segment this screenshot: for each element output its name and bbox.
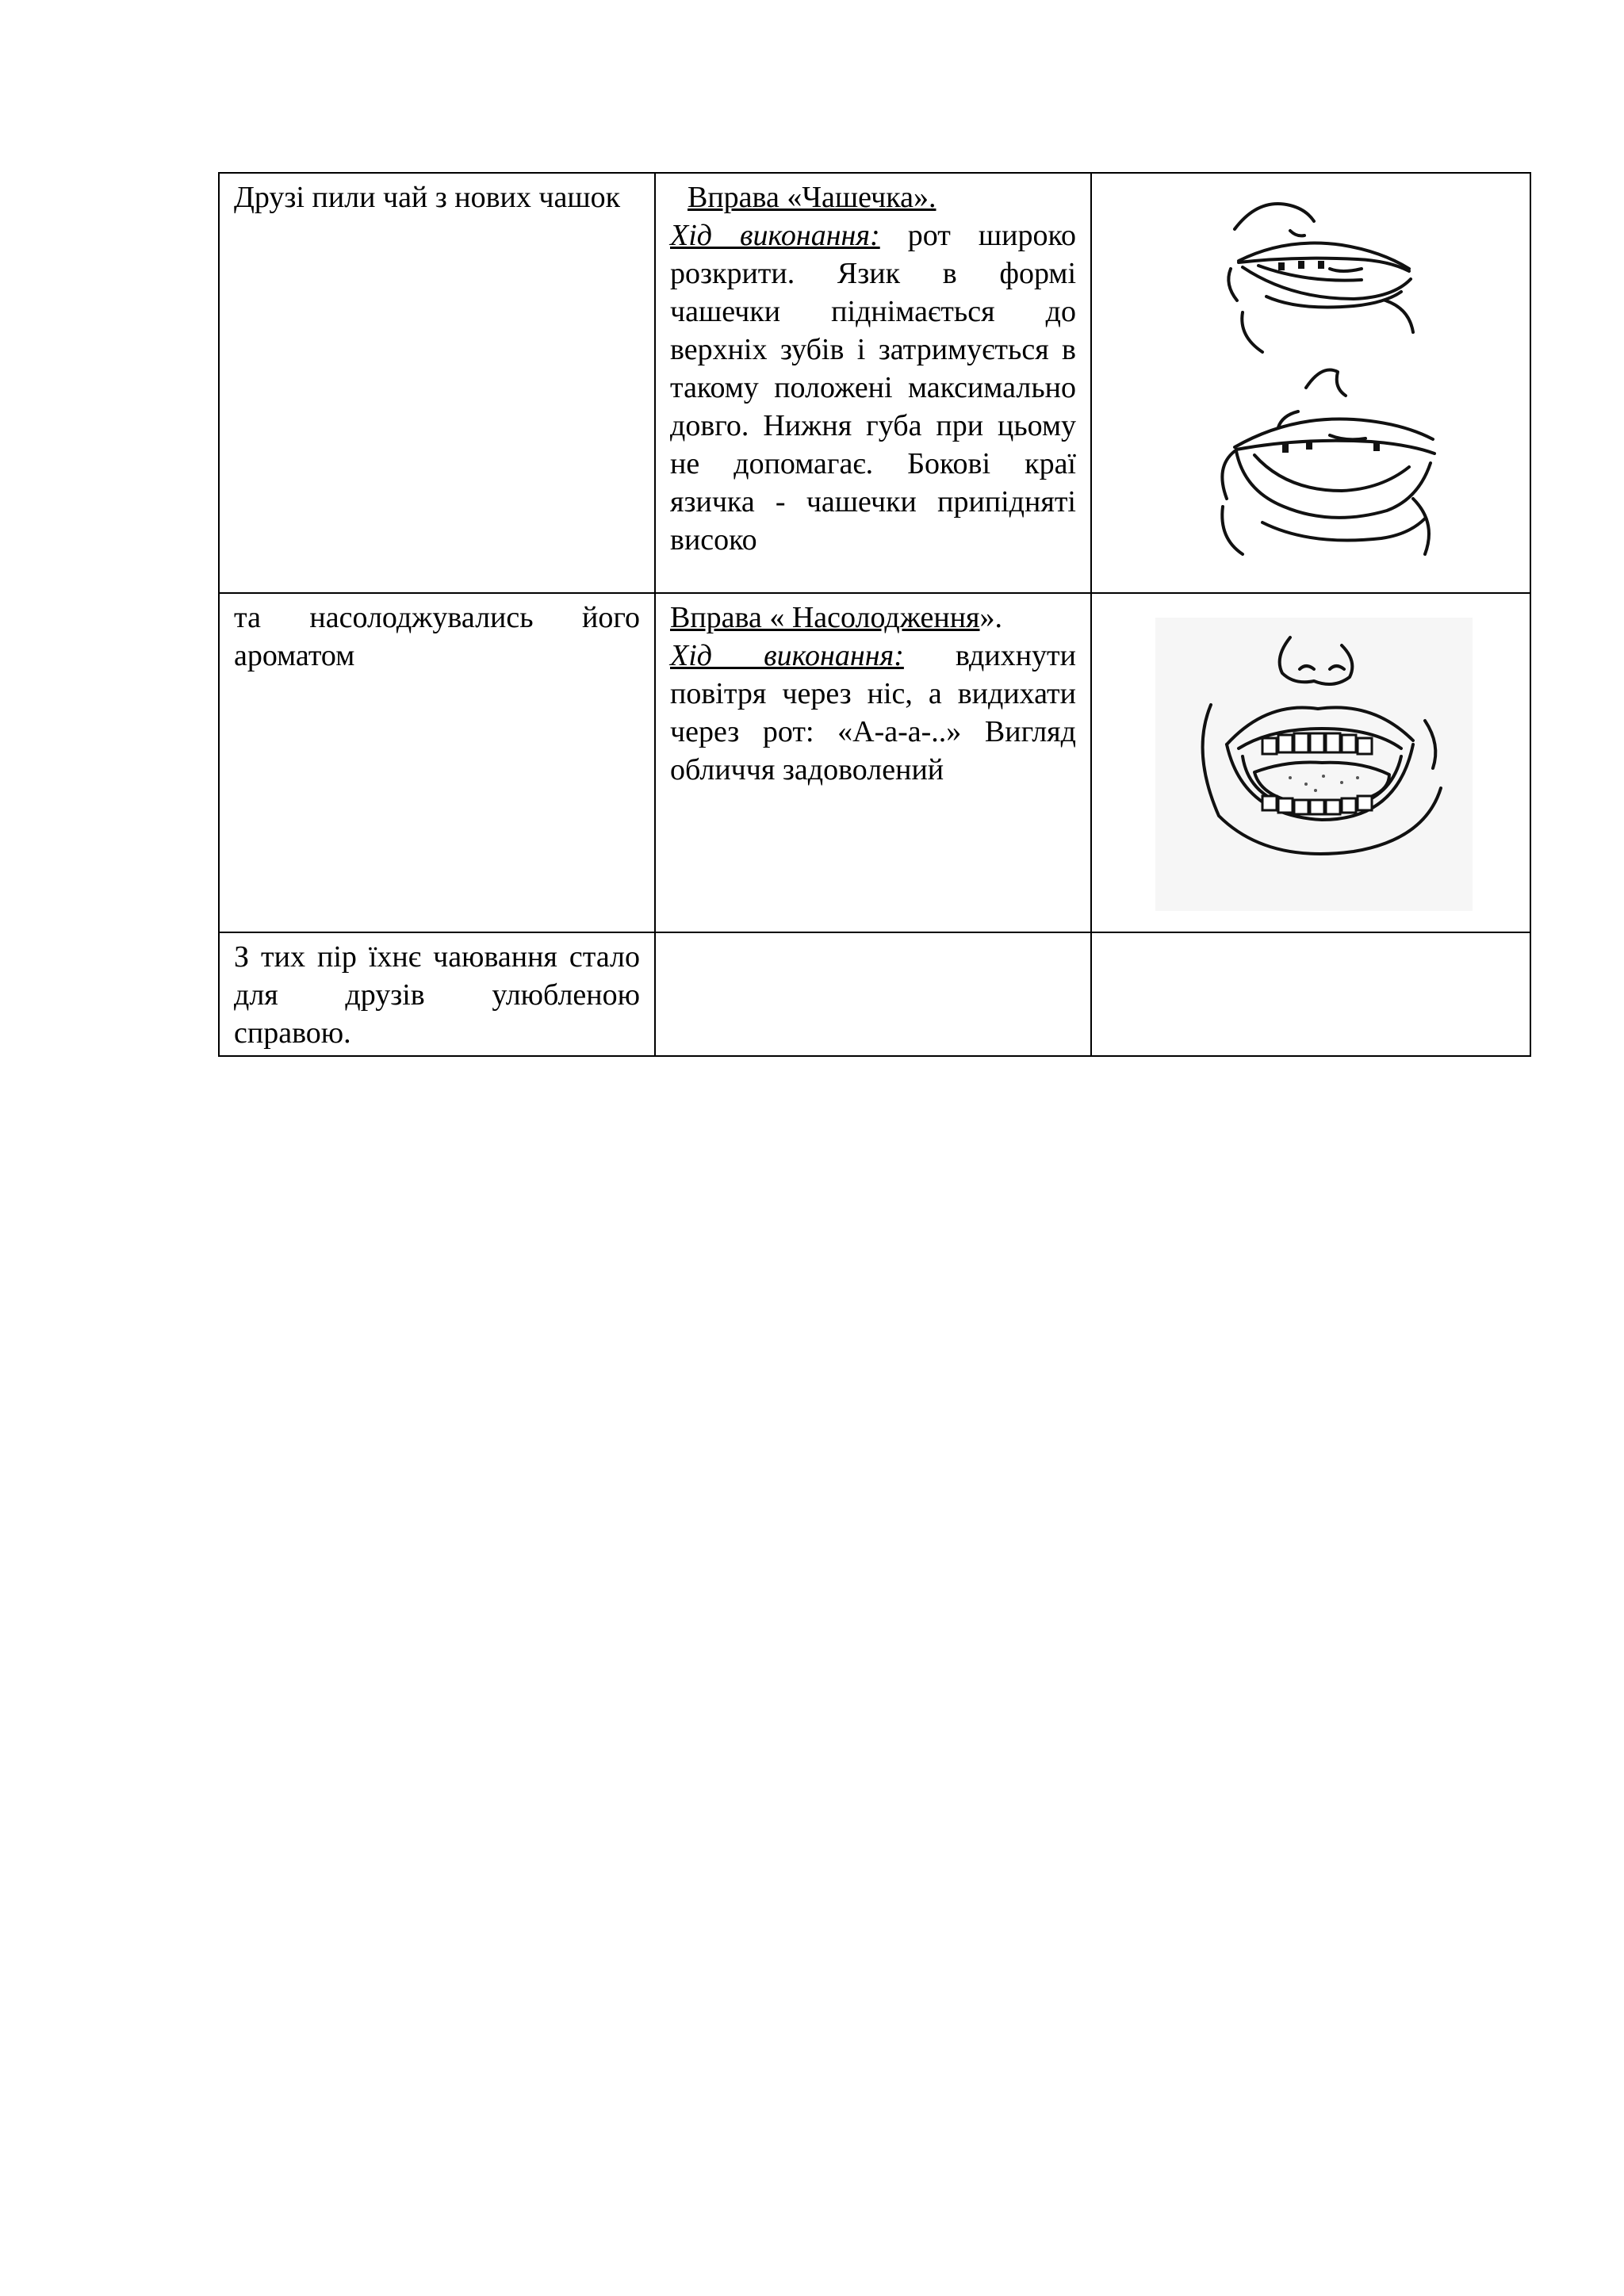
exercise-cell bbox=[655, 593, 1091, 932]
exercise-table bbox=[218, 172, 1531, 1057]
table-row bbox=[219, 932, 1530, 1056]
method-label: Хід виконання: bbox=[670, 639, 904, 672]
exercise-title: Вправа « Насолодження bbox=[670, 601, 980, 634]
story-text: та насолоджувались його ароматом bbox=[234, 601, 640, 672]
table-row bbox=[219, 173, 1530, 593]
image-cell bbox=[1091, 173, 1530, 593]
story-text: Друзі пили чай з нових чашок bbox=[234, 181, 621, 214]
method-label: Хід виконання: bbox=[670, 219, 880, 252]
cup-tongue-mouth-illustration-icon bbox=[1092, 174, 1531, 592]
story-cell bbox=[219, 932, 655, 1056]
story-cell bbox=[219, 173, 655, 593]
story-text: З тих пір їхнє чаювання стало для друзів улюбленою справою. bbox=[234, 940, 640, 1050]
exercise-title: Вправа «Чашечка». bbox=[688, 181, 936, 214]
table-row bbox=[219, 593, 1530, 932]
image-cell-empty bbox=[1091, 932, 1530, 1056]
open-mouth-illustration-icon bbox=[1092, 594, 1531, 932]
exercise-cell-empty bbox=[655, 932, 1091, 1056]
story-cell bbox=[219, 593, 655, 932]
method-text: рот широко розкрити. Язик в формі чашечки піднімається до верхніх зубів і затримується в такому положені максимально довго. Нижня губа при цьому не допомагає. Бокові краї язичка - чашечки припідняті високо bbox=[670, 219, 1076, 557]
exercise-title-end: ». bbox=[979, 601, 1003, 634]
exercise-cell bbox=[655, 173, 1091, 593]
image-cell bbox=[1091, 593, 1530, 932]
method-text: вдихнути повітря через ніс, а видихати через рот: «А-а-а-..» Вигляд обличчя задоволений bbox=[670, 639, 1076, 786]
